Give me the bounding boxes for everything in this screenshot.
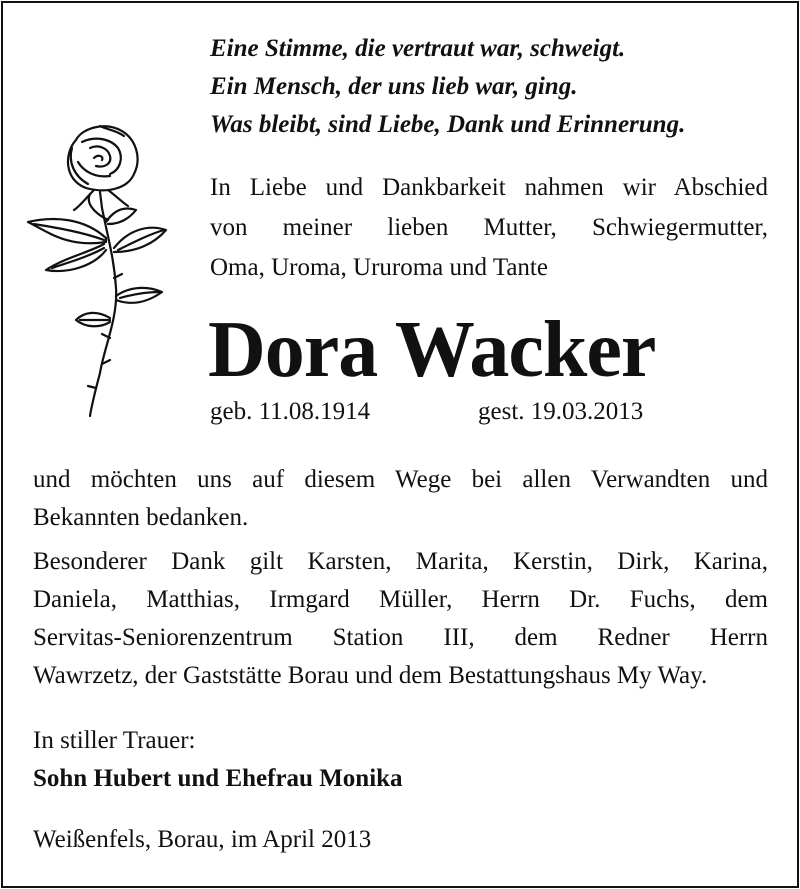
poem	[210, 30, 685, 144]
place-and-date: Weißenfels, Borau, im April 2013	[33, 826, 372, 853]
rose-icon	[24, 118, 174, 418]
thanks-paragraph-1	[33, 461, 768, 537]
text-line: und möchten uns auf diesem Wege bei allen Verwandten und	[33, 466, 768, 493]
signoff	[33, 722, 403, 798]
mourning-label: In stiller Trauer:	[33, 727, 196, 754]
intro-line: In Liebe und Dankbarkeit nahmen wir Abschied	[210, 174, 768, 201]
life-dates	[210, 394, 644, 430]
thanks-text	[33, 461, 768, 695]
text-line: Bekannten bedanken.	[33, 504, 249, 531]
deceased-name: Dora Wacker	[208, 306, 656, 394]
death-date: gest. 19.03.2013	[478, 398, 644, 425]
birth-date: geb. 11.08.1914	[210, 398, 371, 425]
poem-line: Eine Stimme, die vertraut war, schweigt.	[210, 35, 626, 62]
intro-line: von meiner lieben Mutter, Schwiegermutter,	[210, 214, 768, 241]
intro-line: Oma, Uroma, Ururoma und Tante	[210, 254, 548, 281]
intro-text	[210, 168, 768, 288]
text-line: Besonderer Dank gilt Karsten, Marita, Kerstin, Dirk, Karina,	[33, 548, 768, 575]
thanks-paragraph-2	[33, 543, 768, 695]
poem-line: Ein Mensch, der uns lieb war, ging.	[210, 73, 578, 100]
text-line: Servitas-Seniorenzentrum Station III, dem Redner Herrn	[33, 624, 768, 651]
poem-line: Was bleibt, sind Liebe, Dank und Erinnerung.	[210, 111, 686, 138]
mourners: Sohn Hubert und Ehefrau Monika	[33, 765, 403, 792]
text-line: Daniela, Matthias, Irmgard Müller, Herrn Dr. Fuchs, dem	[33, 586, 768, 613]
text-line: Wawrzetz, der Gaststätte Borau und dem Bestattungshaus My Way.	[33, 662, 708, 689]
